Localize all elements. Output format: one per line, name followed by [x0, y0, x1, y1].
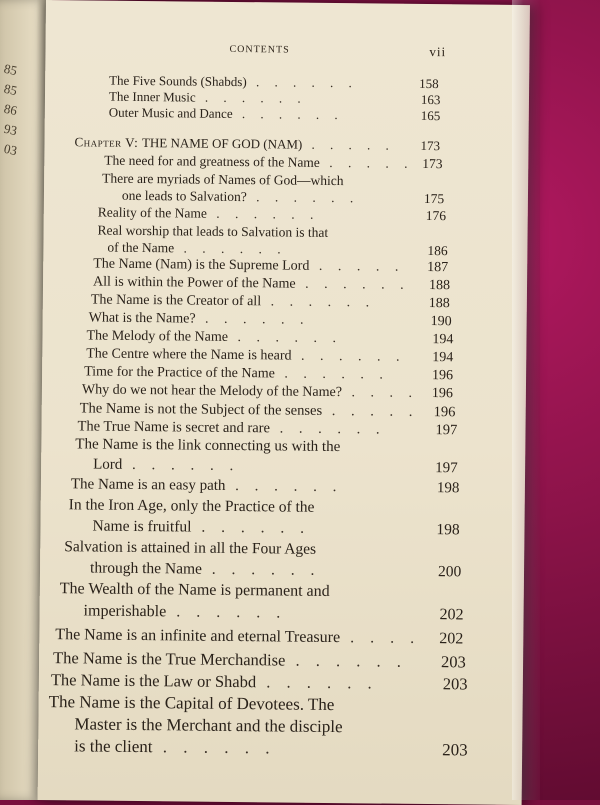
- toc-entry-continuation: [74, 736, 276, 758]
- toc-page-number: 188: [428, 278, 451, 294]
- toc-entry-title: [64, 538, 316, 559]
- toc-entry-title: [51, 670, 378, 693]
- left-page-number: 85: [2, 60, 19, 79]
- leader-dots: . . . . .: [309, 258, 405, 275]
- toc-entry-title: [102, 171, 344, 190]
- leader-dots: . . . . . .: [166, 603, 287, 622]
- toc-entry-continuation: [107, 240, 286, 258]
- left-page-numbers: [4, 60, 17, 160]
- toc-entry-text: The Name is the Law or Shabd: [50, 670, 257, 692]
- toc-entry-title: [109, 105, 344, 123]
- toc-entry-text: The Name is not the Subject of the senses: [79, 400, 323, 419]
- leader-dots: . . . . . .: [246, 189, 360, 206]
- leader-dots: . . . . . .: [122, 456, 240, 475]
- toc-entry-continuation: [74, 714, 342, 737]
- plastic-cover-edge: [512, 0, 540, 800]
- toc-entry-title: [84, 364, 389, 383]
- toc-page-number: 197: [435, 422, 458, 439]
- toc-entry-title: [74, 134, 394, 153]
- toc-entry-continuation: [93, 457, 239, 476]
- toc-entry-text: is the client: [74, 736, 153, 757]
- toc-entry-text: Why do we not hear the Melody of the Name?: [81, 382, 343, 401]
- leader-dots: . . . . .: [302, 136, 395, 153]
- header-title: CONTENTS: [229, 43, 290, 56]
- leader-dots: . . . . . .: [206, 205, 320, 222]
- toc-entry-text: The Melody of the Name: [86, 328, 229, 345]
- toc-entry-text: Time for the Practice of the Name: [84, 364, 275, 382]
- toc-page-number: 187: [427, 260, 449, 276]
- toc-entry-text: What is the Name?: [88, 310, 196, 327]
- toc-entry-text: The Centre where the Name is heard: [86, 346, 292, 364]
- toc-page-number: 173: [420, 137, 441, 154]
- leader-dots: . . . . . .: [152, 737, 276, 758]
- toc-entry-text: The Name is an easy path: [70, 476, 226, 494]
- toc-entry-text: The Name (Nam) is the Supreme Lord: [93, 256, 310, 274]
- toc-page-number: 203: [440, 652, 466, 672]
- toc-page-number: 200: [437, 563, 462, 581]
- toc-entry-text: In the Iron Age, only the Practice of the: [68, 496, 315, 516]
- toc-page-number: 175: [423, 190, 445, 207]
- toc-entry-text: The need for and greatness of the Name: [104, 152, 320, 170]
- toc-page-number: 198: [436, 521, 460, 539]
- toc-entry-title: [71, 476, 343, 496]
- chapter-label: Chapter V:: [74, 134, 143, 151]
- table-of-contents: [38, 0, 530, 805]
- book-page: [38, 0, 530, 805]
- toc-page-number: 202: [439, 630, 464, 648]
- toc-page-number: 203: [442, 740, 468, 760]
- toc-entry-title: [86, 328, 342, 347]
- toc-page-number: 163: [420, 91, 441, 108]
- header-page-number: vii: [429, 44, 447, 60]
- left-page-number: 85: [2, 80, 19, 99]
- toc-entry-text: imperishable: [83, 602, 167, 621]
- toc-page-number: 194: [432, 350, 454, 366]
- toc-entry-title: [69, 496, 315, 517]
- leader-dots: . . . . . .: [269, 420, 386, 438]
- toc-entry-title: [80, 400, 419, 421]
- toc-entry-text: The Name is the True Merchandise: [53, 648, 286, 670]
- leader-dots: . . . . . .: [174, 240, 287, 257]
- leader-dots: . . . .: [340, 629, 421, 647]
- toc-page-number: 197: [435, 460, 458, 477]
- toc-page-number: 196: [433, 404, 456, 421]
- leader-dots: . . . . .: [319, 154, 414, 171]
- toc-entry-continuation: [84, 602, 287, 622]
- toc-entry-title: [49, 692, 335, 715]
- leader-dots: . . . . . .: [291, 348, 406, 365]
- leader-dots: . . . .: [341, 385, 419, 401]
- toc-entry-text: The Name is the Creator of all: [90, 292, 262, 310]
- toc-entry-text: Outer Music and Dance: [108, 104, 233, 121]
- toc-page-number: 196: [432, 368, 454, 384]
- leader-dots: . . . . . .: [261, 294, 376, 311]
- toc-entry-title: [75, 436, 340, 456]
- toc-entry-title: [93, 257, 404, 276]
- leader-dots: . . . . . .: [191, 518, 311, 537]
- toc-entry-text: The Five Sounds (Shabds): [109, 72, 247, 90]
- toc-entry-text: All is within the Power of the Name: [92, 274, 296, 292]
- left-page-number: 93: [2, 120, 19, 139]
- toc-entry-text: The Wealth of the Name is permanent and: [59, 580, 330, 601]
- toc-page-number: 203: [442, 674, 468, 694]
- toc-entry-title: [91, 292, 375, 311]
- toc-entry-title: [104, 153, 413, 172]
- leader-dots: . . . . . .: [195, 311, 310, 328]
- toc-entry-text: Real worship that leads to Salvation is that: [97, 222, 329, 240]
- toc-entry-continuation: [90, 559, 321, 579]
- left-page-number: 86: [2, 100, 19, 119]
- toc-page-number: 165: [420, 107, 441, 124]
- toc-entry-text: Lord: [93, 456, 123, 473]
- toc-entry-title: [55, 626, 420, 648]
- toc-entry-text: one leads to Salvation?: [121, 187, 247, 205]
- toc-entry-title: [86, 346, 405, 365]
- toc-entry-text: There are myriads of Names of God—which: [102, 170, 344, 189]
- toc-page-number: 196: [431, 386, 453, 402]
- toc-entry-text: The Name is the Capital of Devotees. The: [48, 692, 335, 715]
- toc-page-number: 198: [436, 480, 460, 497]
- toc-entry-continuation: [92, 518, 310, 538]
- leader-dots: . . . . . .: [227, 329, 343, 347]
- toc-entry-text: Master is the Merchant and the disciple: [74, 714, 343, 737]
- toc-page-number: 158: [419, 75, 439, 92]
- toc-page-number: 190: [430, 314, 452, 330]
- toc-entry-continuation: [122, 188, 359, 206]
- leader-dots: . . . . . .: [256, 672, 378, 693]
- leader-dots: . . . . . .: [225, 477, 343, 496]
- toc-entry-text: through the Name: [89, 559, 203, 578]
- toc-entry-text: of the Name: [107, 239, 175, 256]
- toc-page-number: 173: [422, 155, 443, 172]
- leader-dots: . . . . . .: [195, 89, 307, 106]
- toc-entry-text: Name is fruitful: [92, 517, 192, 536]
- toc-entry-title: [89, 310, 310, 328]
- toc-entry-title: [60, 580, 330, 601]
- toc-entry-text: The Inner Music: [108, 88, 196, 105]
- toc-page-number: 202: [439, 606, 464, 624]
- left-page-number: 03: [2, 140, 19, 159]
- toc-entry-title: [98, 205, 320, 223]
- toc-entry-text: Salvation is attained in all the Four Ages: [64, 538, 317, 558]
- toc-entry-title: [82, 382, 418, 402]
- toc-entry-text: THE NAME OF GOD (NAM): [141, 135, 303, 152]
- leader-dots: . . . . . .: [274, 366, 389, 383]
- leader-dots: . . . . . .: [285, 650, 408, 671]
- toc-page-number: 186: [427, 243, 448, 259]
- leader-dots: . . . . . .: [246, 74, 358, 91]
- leader-dots: . . . . .: [322, 402, 419, 420]
- toc-entry-text: Reality of the Name: [97, 204, 207, 221]
- toc-entry-text: The Name is an infinite and eternal Treasure: [55, 626, 341, 647]
- toc-entry-title: [93, 275, 410, 294]
- toc-entry-text: The True Name is secret and rare: [77, 418, 271, 437]
- leader-dots: . . . . . .: [201, 560, 321, 579]
- toc-entry-title: [53, 648, 407, 672]
- toc-entry-title: [77, 418, 385, 438]
- leader-dots: . . . . . .: [295, 276, 410, 293]
- leader-dots: . . . . . .: [232, 105, 344, 123]
- toc-page-number: 176: [425, 207, 447, 224]
- toc-entry-text: The Name is the link connecting us with the: [75, 436, 341, 456]
- toc-entry-title: [98, 223, 329, 241]
- toc-page-number: 188: [428, 296, 450, 312]
- toc-page-number: 194: [432, 332, 454, 348]
